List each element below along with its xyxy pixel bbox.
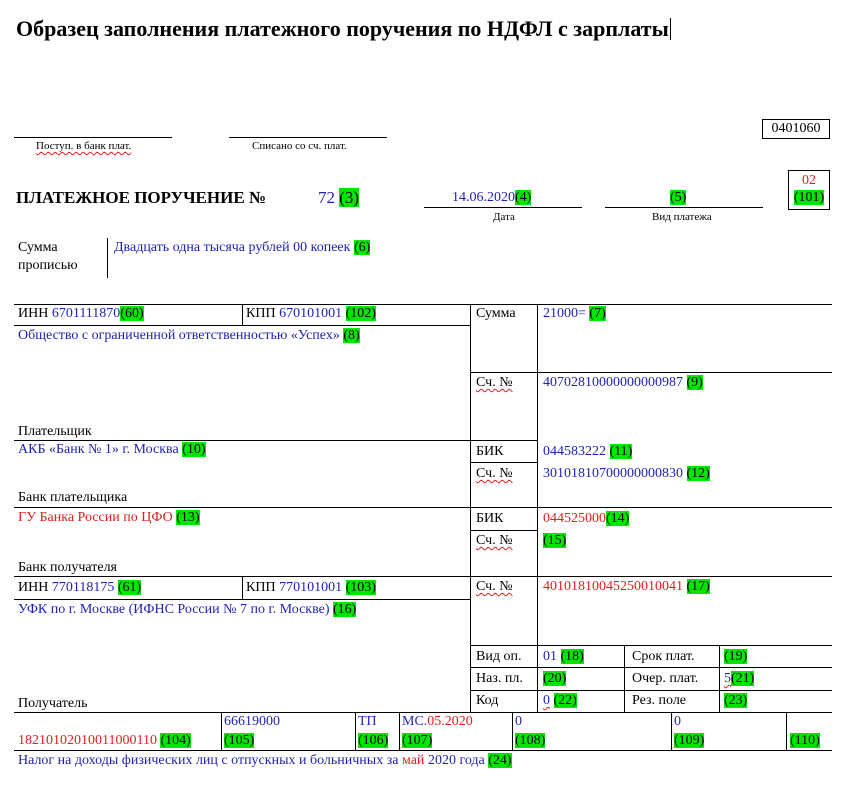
recipient-account-field bbox=[543, 579, 710, 595]
grid-line bbox=[470, 530, 537, 531]
payer-inn-field bbox=[18, 306, 144, 322]
period-rest: 05.2020 bbox=[427, 714, 473, 729]
recipient-name: УФК по г. Москве (ИФНС России № 7 по г. Москве) bbox=[18, 602, 330, 617]
grid-line bbox=[221, 712, 222, 750]
code-value: 0 bbox=[543, 693, 550, 708]
page-title bbox=[16, 16, 671, 42]
order-date-field bbox=[452, 190, 531, 206]
grid-line bbox=[470, 690, 832, 691]
purpose-tag: (24) bbox=[488, 753, 512, 768]
recipient-account: 40101810045250010041 bbox=[543, 579, 683, 594]
oktmo-tag: (105) bbox=[224, 733, 255, 748]
recipient-kpp-label: КПП bbox=[246, 580, 276, 595]
payer-label: Плательщик bbox=[18, 424, 92, 439]
recipient-bank-name: ГУ Банка России по ЦФО bbox=[18, 510, 173, 525]
doc-number-tag-field bbox=[515, 733, 545, 749]
grid-line bbox=[470, 372, 832, 373]
sum-label: Сумма bbox=[476, 306, 516, 321]
recipient-bank-label: Банк получателя bbox=[18, 560, 117, 575]
recipient-bank-account-field bbox=[543, 533, 566, 549]
payer-inn: 6701111870 bbox=[51, 306, 121, 321]
payer-bank-account: 30101810700000000830 bbox=[543, 466, 683, 481]
doc-date-tag: (109) bbox=[674, 733, 705, 748]
order-date-tag: (4) bbox=[515, 190, 532, 205]
recipient-kpp: 770101001 bbox=[279, 580, 343, 595]
purpose-code-label: Наз. пл. bbox=[476, 671, 523, 686]
payer-bank-account-tag: (12) bbox=[686, 466, 710, 481]
recipient-label: Получатель bbox=[18, 696, 88, 711]
grid-line bbox=[470, 462, 537, 463]
title-text: Образец заполнения платежного поручения по НДФЛ с зарплаты bbox=[16, 16, 669, 41]
queue-tag: (21) bbox=[731, 671, 755, 686]
payer-kpp: 670101001 bbox=[279, 306, 343, 321]
payment-type-tag: (5) bbox=[670, 190, 687, 205]
payer-bank-label: Банк плательщика bbox=[18, 490, 128, 505]
grid-line bbox=[14, 304, 832, 305]
basis-tag: (106) bbox=[358, 733, 389, 748]
grid-line bbox=[14, 750, 832, 751]
recipient-bank-field bbox=[18, 510, 200, 526]
payer-account-tag: (9) bbox=[686, 375, 703, 390]
grid-line bbox=[242, 304, 243, 325]
recipient-kpp-tag: (103) bbox=[345, 580, 376, 595]
code-field bbox=[543, 693, 577, 709]
grid-line bbox=[14, 712, 832, 713]
payer-bik-field bbox=[543, 444, 632, 460]
payer-bik-tag: (11) bbox=[609, 444, 633, 459]
payer-name-tag: (8) bbox=[343, 328, 360, 343]
recipient-name-field bbox=[18, 602, 356, 618]
recipient-bank-account-tag: (15) bbox=[543, 533, 567, 548]
payer-bik-label: БИК bbox=[476, 444, 504, 459]
op-type-field bbox=[543, 649, 584, 665]
queue-label: Очер. плат. bbox=[632, 671, 699, 686]
grid-line bbox=[719, 645, 720, 712]
recipient-inn-tag: (61) bbox=[117, 580, 142, 595]
payer-kpp-tag: (102) bbox=[345, 306, 376, 321]
payer-kpp-label: КПП bbox=[246, 306, 276, 321]
term-label: Срок плат. bbox=[632, 649, 695, 664]
code-label: Код bbox=[476, 693, 499, 708]
basis-value: ТП bbox=[358, 714, 377, 729]
grid-line bbox=[624, 645, 625, 712]
amount-words-value: Двадцать одна тысяча рублей 00 копеек bbox=[114, 240, 351, 255]
payment-type-line bbox=[605, 207, 763, 208]
payment-type-label: Вид платежа bbox=[652, 211, 712, 223]
doc-number-tag: (108) bbox=[515, 733, 546, 748]
recipient-bik-tag: (14) bbox=[606, 511, 630, 526]
purpose-code-tag: (20) bbox=[543, 671, 567, 686]
recipient-inn-field bbox=[18, 580, 141, 596]
recipient-account-tag: (17) bbox=[686, 579, 710, 594]
amount-words-label-2: прописью bbox=[18, 258, 78, 273]
op-type-tag: (18) bbox=[560, 649, 584, 664]
grid-line bbox=[14, 440, 537, 441]
payer-bank-tag: (10) bbox=[182, 442, 206, 457]
op-type: 01 bbox=[543, 649, 557, 664]
basis-tag-field bbox=[358, 733, 388, 749]
doc-date-value: 0 bbox=[674, 714, 681, 729]
sum-field bbox=[543, 306, 606, 322]
reserve-tag: (23) bbox=[724, 693, 748, 708]
grid-line bbox=[355, 712, 356, 750]
amount-words-label-1: Сумма bbox=[18, 240, 58, 255]
payer-account-field bbox=[543, 375, 703, 391]
amount-words-field bbox=[114, 240, 370, 256]
sum-value: 21000= bbox=[543, 306, 586, 321]
status-tag-field bbox=[789, 190, 829, 206]
reserve-field bbox=[724, 693, 747, 709]
payer-inn-tag: (60) bbox=[120, 306, 144, 321]
payer-kpp-field bbox=[246, 306, 376, 322]
queue-field bbox=[724, 671, 754, 687]
recipient-bank-tag: (13) bbox=[176, 510, 200, 525]
recipient-inn-label: ИНН bbox=[18, 580, 49, 595]
grid-line bbox=[512, 712, 513, 750]
kbk-tag: (104) bbox=[160, 733, 191, 748]
order-date: 14.06.2020 bbox=[452, 190, 515, 205]
kbk-field bbox=[18, 733, 191, 749]
grid-line bbox=[399, 712, 400, 750]
grid-line bbox=[242, 576, 243, 599]
purpose-field bbox=[18, 753, 512, 769]
order-number-tag: (3) bbox=[339, 188, 360, 207]
payer-name: Общество с ограниченной ответственностью «Успех» bbox=[18, 328, 340, 343]
purpose-text-before: Налог на доходы физических лиц с отпускных и больничных за bbox=[18, 753, 399, 768]
grid-line bbox=[470, 304, 471, 712]
queue-value: 5 bbox=[724, 671, 731, 686]
purpose-month: май bbox=[401, 753, 425, 768]
grid-line bbox=[14, 599, 470, 600]
order-heading: ПЛАТЕЖНОЕ ПОРУЧЕНИЕ № bbox=[16, 188, 267, 207]
grid-line bbox=[470, 667, 832, 668]
period-field bbox=[402, 714, 473, 730]
amount-words-divider bbox=[107, 238, 108, 278]
received-label: Поступ. в банк плат. bbox=[36, 140, 132, 152]
date-label: Дата bbox=[493, 211, 515, 223]
grid-line bbox=[537, 304, 538, 712]
period-tag-field bbox=[402, 733, 432, 749]
sum-tag: (7) bbox=[589, 306, 606, 321]
grid-line bbox=[786, 712, 787, 750]
reserve-label: Рез. поле bbox=[632, 693, 687, 708]
amount-words-tag: (6) bbox=[353, 240, 371, 255]
oktmo-tag-field bbox=[224, 733, 254, 749]
status-tag: (101) bbox=[793, 190, 825, 205]
recipient-bik-field bbox=[543, 511, 629, 527]
status-box bbox=[788, 170, 830, 210]
op-type-label: Вид оп. bbox=[476, 649, 522, 664]
type-tag-field bbox=[790, 733, 820, 749]
payer-bik: 044583222 bbox=[543, 444, 606, 459]
type-tag: (110) bbox=[790, 733, 820, 748]
form-code: 0401060 bbox=[762, 119, 830, 139]
period-prefix: МС. bbox=[402, 714, 428, 729]
recipient-inn: 770118175 bbox=[51, 580, 115, 595]
payment-type-field bbox=[670, 190, 686, 206]
kbk-value: 18210102010011000110 bbox=[18, 733, 157, 748]
code-tag: (22) bbox=[553, 693, 577, 708]
recipient-bik-label: БИК bbox=[476, 511, 504, 526]
doc-date-tag-field bbox=[674, 733, 704, 749]
term-field bbox=[724, 649, 747, 665]
period-tag: (107) bbox=[402, 733, 433, 748]
order-number: 72 bbox=[318, 188, 335, 207]
grid-line bbox=[14, 325, 470, 326]
status-value: 02 bbox=[802, 173, 816, 188]
term-tag: (19) bbox=[724, 649, 748, 664]
payer-bank-account-field bbox=[543, 466, 710, 482]
date-line bbox=[424, 207, 582, 208]
debited-label: Списано со сч. плат. bbox=[252, 140, 347, 152]
recipient-name-tag: (16) bbox=[333, 602, 357, 617]
recipient-bank-account-label: Сч. № bbox=[476, 533, 513, 548]
grid-line bbox=[14, 507, 832, 508]
recipient-bik: 044525000 bbox=[543, 511, 606, 526]
recipient-account-label: Сч. № bbox=[476, 579, 513, 594]
purpose-text-after: 2020 года bbox=[427, 753, 485, 768]
grid-line bbox=[671, 712, 672, 750]
payer-bank-name: АКБ «Банк № 1» г. Москва bbox=[18, 442, 179, 457]
doc-number-value: 0 bbox=[515, 714, 522, 729]
purpose-code-field bbox=[543, 671, 566, 687]
payer-name-field bbox=[18, 328, 360, 344]
grid-line bbox=[470, 645, 832, 646]
payer-account: 40702810000000000987 bbox=[543, 375, 683, 390]
payer-bank-field bbox=[18, 442, 206, 458]
grid-line bbox=[14, 576, 832, 577]
payer-inn-label: ИНН bbox=[18, 306, 49, 321]
recipient-kpp-field bbox=[246, 580, 376, 596]
text-cursor bbox=[670, 18, 671, 40]
payer-account-label: Сч. № bbox=[476, 375, 513, 390]
order-number-field bbox=[318, 188, 359, 208]
payer-bank-account-label: Сч. № bbox=[476, 466, 513, 481]
oktmo-value: 66619000 bbox=[224, 714, 280, 729]
